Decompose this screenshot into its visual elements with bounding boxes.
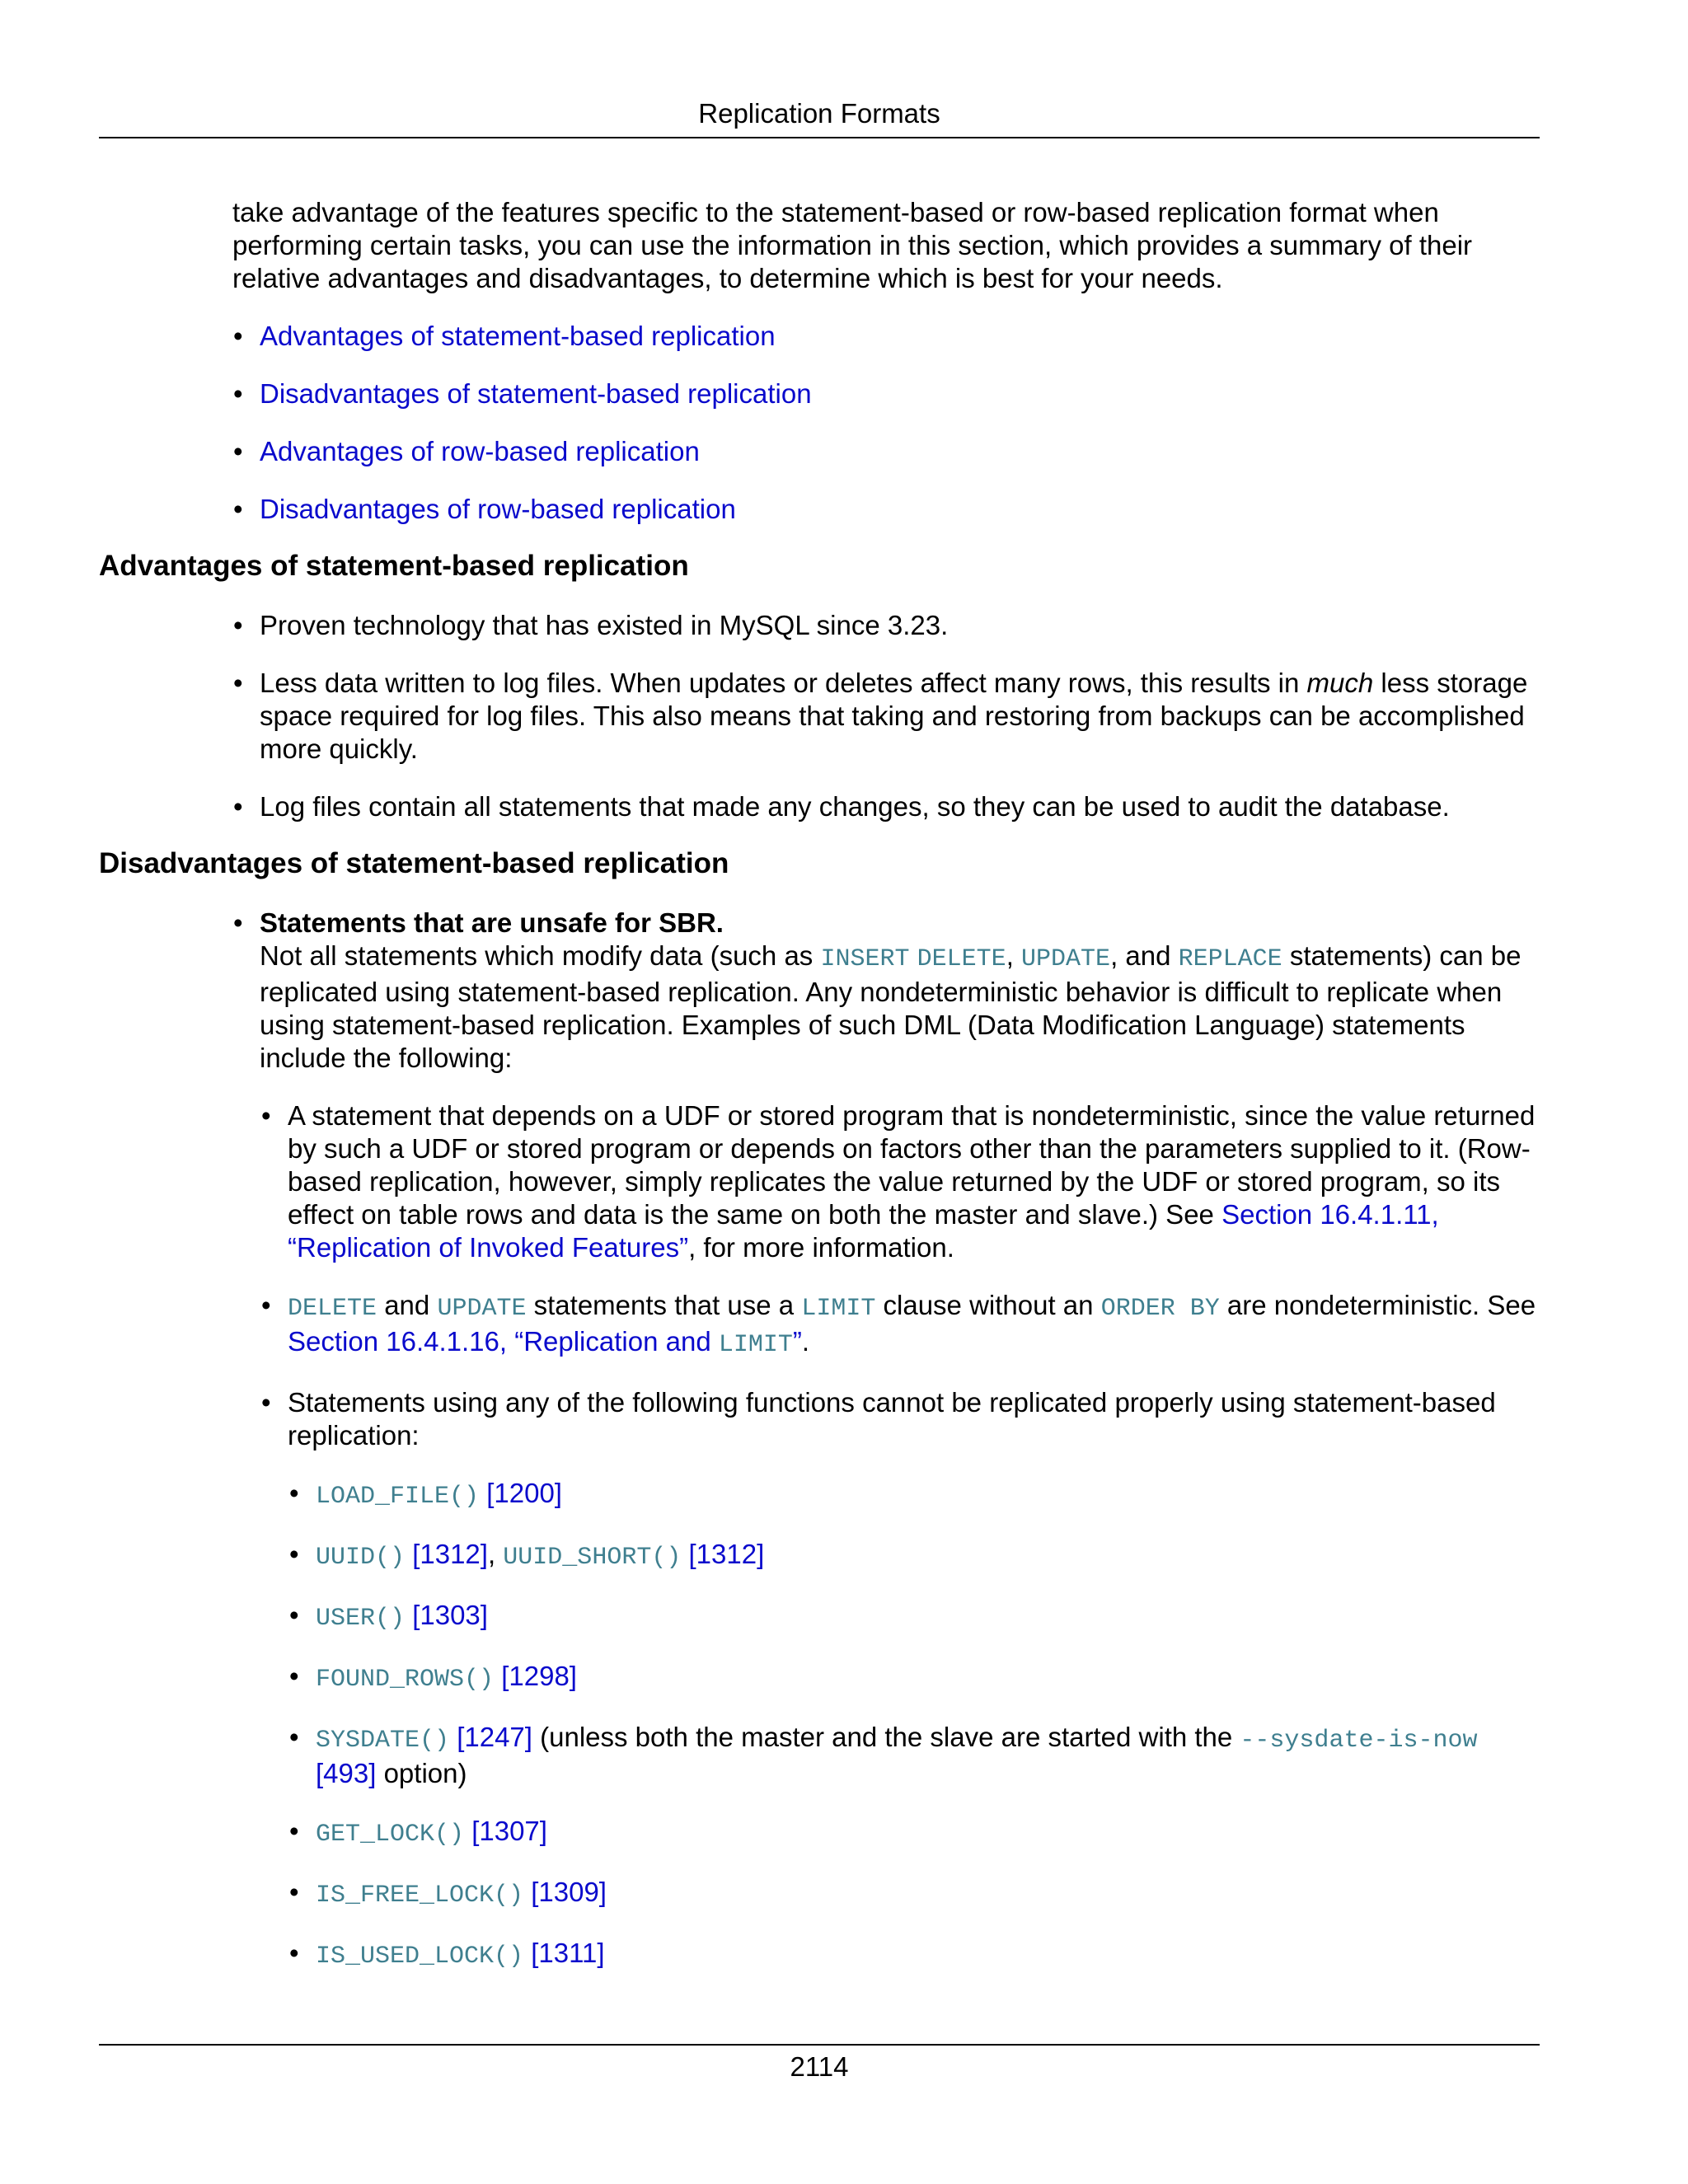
list-item-functions: • Statements using any of the following functions cannot be replicated properly using statement-based replication: • LOAD_FILE() [1200] • UUID() [1312], UUID_SHORT() [1312] • USER() [1303] • FOUND_ROWS() [1298] • SYSDATE() [1247] (unless both the master and the slave are started with the --sysdate-is-now [493] option) • GET_LOCK() [1307] • IS_FREE_LOCK() [1309] • IS_USED_LOCK() [1311] (288, 1386, 1540, 1973)
ref-link[interactable]: [1312] (688, 1539, 765, 1569)
function-item (316, 1937, 1540, 1973)
code-limit: LIMIT (801, 1295, 876, 1323)
function-item (316, 1599, 1540, 1635)
function-uuid-short[interactable]: UUID_SHORT() (503, 1544, 682, 1572)
list-item-udf: • A statement that depends on a UDF or stored program that is nondeterministic, since the value returned by such a UDF or stored program or depends on factors other than the parameters supplied to it. (Row-based replication, however, simply replicates the value returned by the UDF or stored program, so its effect on table rows and data is the same on both the master and slave.) See Section 16.4.1.11, “Replication of Invoked Features”, for more information. (288, 1099, 1540, 1264)
function-item (316, 1660, 1540, 1696)
function-item: • SYSDATE() [1247] (unless both the master and the slave are started with the --sysdate-is-now [493] option) (316, 1721, 1540, 1790)
ref-link[interactable]: [1303] (412, 1600, 488, 1630)
ref-link[interactable]: [493] (316, 1758, 377, 1788)
code-update: UPDATE (437, 1295, 527, 1323)
sbr-disadvantages-list (260, 907, 1540, 1973)
heading-sbr-disadvantages: Disadvantages of statement-based replication (99, 847, 729, 879)
list-item-limit: • DELETE and UPDATE statements that use a LIMIT clause without an ORDER BY are nondeterministic. See Section 16.4.1.16, “Replication and LIMIT”. (288, 1289, 1540, 1361)
option-sysdate-is-now[interactable]: --sysdate-is-now (1240, 1727, 1478, 1755)
list-item-unsafe-statements: • Statements that are unsafe for SBR. Not all statements which modify data (such as INSERT DELETE, UPDATE, and REPLACE statements) can be replicated using statement-based replication. Any nondeterministic behavior is difficult to replicate when using statement-based replication. Examples of such DML (Data Modification Language) statements include the following: • A statement that depends on a UDF or stored program that is nondeterministic, since the value returned by such a UDF or stored program or depends on factors other than the parameters supplied to it. (Row-based replication, however, simply replicates the value returned by the UDF or stored program, so its effect on table rows and data is the same on both the master and slave.) See Section 16.4.1.11, “Replication of Invoked Features”, for more information. • DELETE and UPDATE statements that use a LIMIT clause without an ORDER BY are nondeterministic. See Section 16.4.1.16, “Replication and LIMIT”. • Statements using any of the following functions cannot be replicated properly using statement-based replication: • LOAD_FILE() [1200] • UUID() [1312], UUID_SHORT() [1312] • USER() [1303] • FOUND_ROWS() [1298] • SYSDATE() [1247] (unless both the master and the slave are started with the --sysdate-is-now [493] option) • GET_LOCK() [1307] • IS_FREE_LOCK() [1309] • IS_USED_LOCK() [1311] (260, 907, 1540, 1973)
toc-link-rbr-disadvantages[interactable]: Disadvantages of row-based replication (260, 494, 736, 524)
sbr-advantages-list (260, 609, 1540, 823)
function-get-lock[interactable]: GET_LOCK() (316, 1821, 465, 1849)
function-item (316, 1876, 1540, 1912)
ref-link[interactable]: [1247] (457, 1722, 532, 1752)
toc-item (260, 493, 1540, 526)
ref-link[interactable]: [1311] (531, 1938, 605, 1968)
footer-rule (99, 2044, 1540, 2046)
ref-link[interactable]: [1309] (531, 1877, 607, 1907)
function-found-rows[interactable]: FOUND_ROWS() (316, 1666, 495, 1694)
code-order-by: ORDER BY (1100, 1295, 1220, 1323)
ref-link[interactable]: [1307] (471, 1816, 547, 1846)
link-invoked-features[interactable]: Section 16.4.1.11, “Replication of Invoked Features” (288, 1199, 1439, 1263)
list-item: • Log files contain all statements that made any changes, so they can be used to audit the database. (260, 790, 1540, 823)
toc-link-sbr-advantages[interactable]: Advantages of statement-based replication (260, 321, 776, 351)
unsafe-examples-list (288, 1099, 1540, 1973)
header-rule (99, 137, 1540, 138)
page-header: Replication Formats (698, 98, 940, 129)
code-replace: REPLACE (1178, 945, 1282, 973)
toc-item (260, 377, 1540, 410)
page-number: 2114 (790, 2051, 849, 2082)
function-user[interactable]: USER() (316, 1605, 406, 1633)
heading-sbr-advantages: Advantages of statement-based replication (99, 550, 689, 582)
code-update: UPDATE (1021, 945, 1111, 973)
toc-link-rbr-advantages[interactable]: Advantages of row-based replication (260, 436, 700, 466)
code-delete: DELETE (917, 945, 1006, 973)
code-insert: INSERT (820, 945, 910, 973)
link-replication-and-limit[interactable]: Section 16.4.1.16, “Replication and LIMIT” (288, 1326, 802, 1359)
ref-link[interactable]: [1312] (412, 1539, 488, 1569)
function-item (316, 1477, 1540, 1513)
function-item: • UUID() [1312], UUID_SHORT() [1312] (316, 1538, 1540, 1574)
emphasis: much (1306, 668, 1374, 698)
toc-list (260, 320, 1540, 526)
page-content (99, 196, 1540, 1973)
toc-item (260, 320, 1540, 353)
intro-paragraph: take advantage of the features specific to the statement-based or row-based replication format when performing certain tasks, you can use the information in this section, which provides a summary of their relative advantages and disadvantages, to determine which is best for your needs. (232, 197, 1473, 293)
ref-link[interactable]: [1298] (501, 1661, 577, 1691)
functions-list (316, 1477, 1540, 1973)
function-is-free-lock[interactable]: IS_FREE_LOCK() (316, 1882, 524, 1910)
function-is-used-lock[interactable]: IS_USED_LOCK() (316, 1943, 524, 1971)
code-delete: DELETE (288, 1295, 377, 1323)
list-item: • Less data written to log files. When updates or deletes affect many rows, this results in much less storage space required for log files. This also means that taking and restoring from backups can be accomplished more quickly. (260, 667, 1540, 766)
function-item (316, 1815, 1540, 1851)
function-sysdate[interactable]: SYSDATE() (316, 1727, 450, 1755)
ref-link[interactable]: [1200] (486, 1478, 562, 1508)
function-load-file[interactable]: LOAD_FILE() (316, 1483, 480, 1511)
function-uuid[interactable]: UUID() (316, 1544, 406, 1572)
unsafe-title: Statements that are unsafe for SBR. (260, 907, 724, 938)
toc-link-sbr-disadvantages[interactable]: Disadvantages of statement-based replication (260, 378, 812, 409)
toc-item (260, 435, 1540, 468)
list-item: • Proven technology that has existed in MySQL since 3.23. (260, 609, 1540, 642)
